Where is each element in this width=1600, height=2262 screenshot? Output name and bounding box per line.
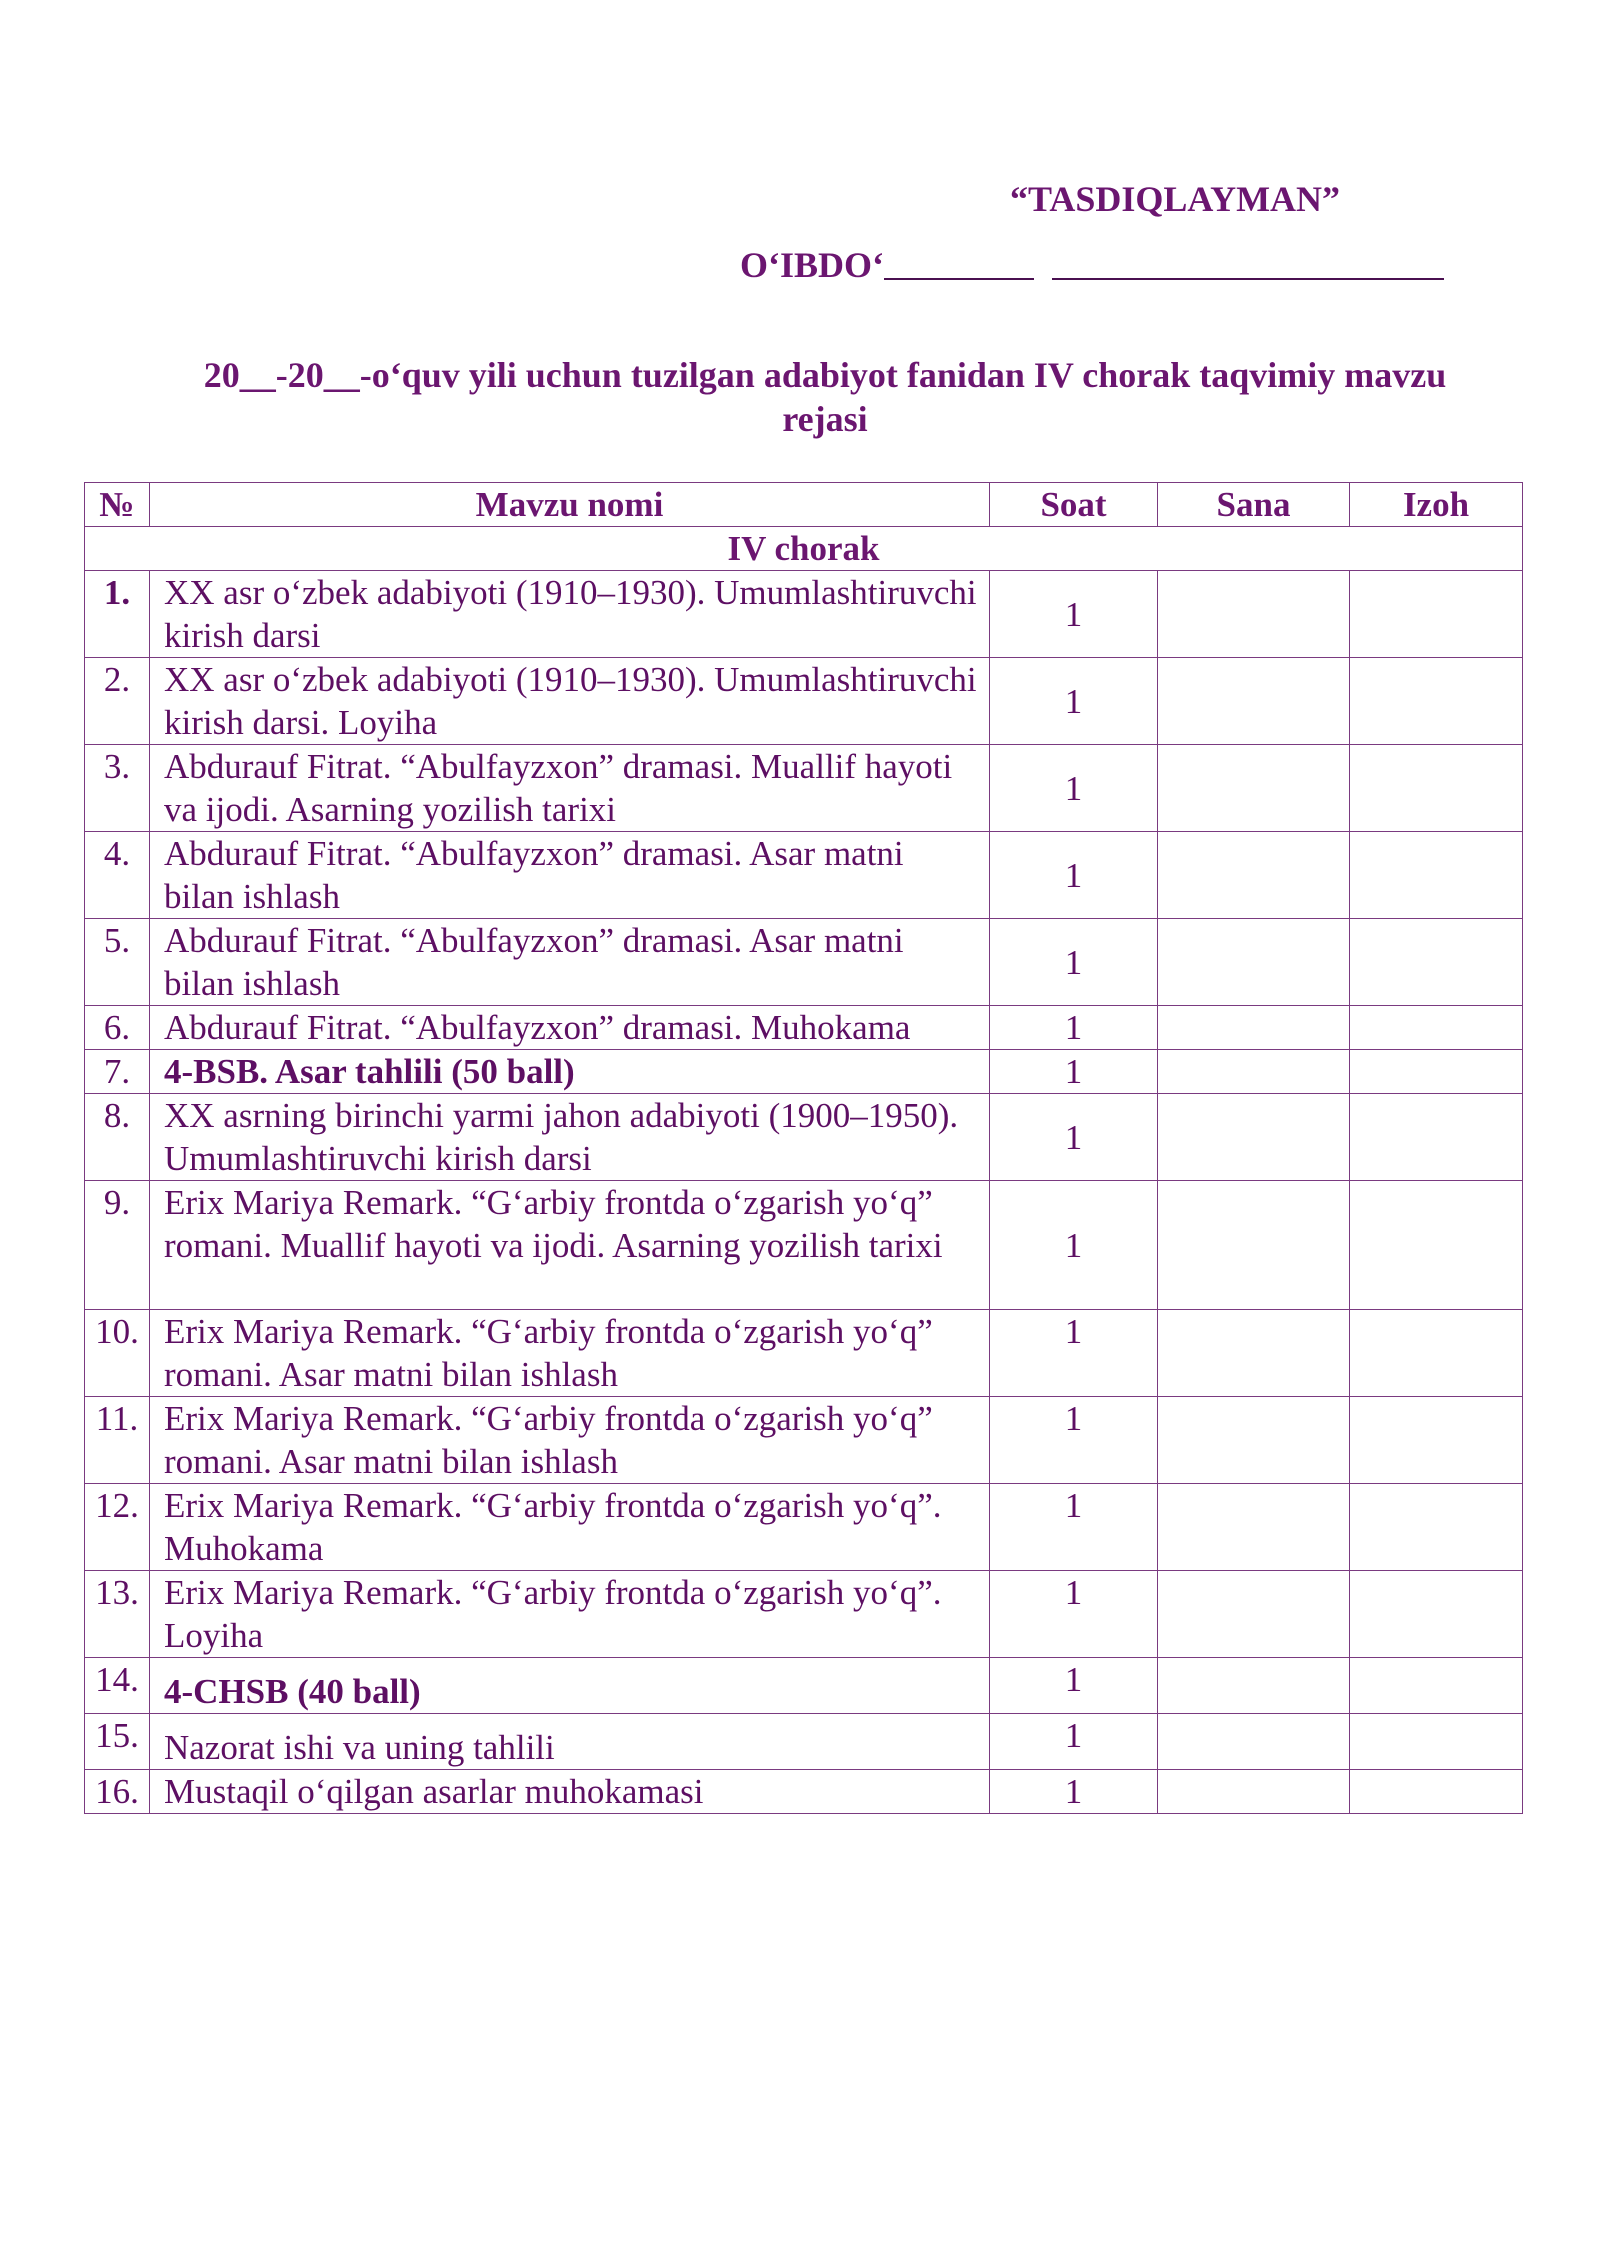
row-topic: Abdurauf Fitrat. “Abulfayzxon” dramasi. Muallif hayoti va ijodi. Asarning yozilish tarixi xyxy=(150,745,990,832)
row-hours: 1 xyxy=(990,1770,1158,1814)
row-date xyxy=(1158,1770,1350,1814)
row-topic: Erix Mariya Remark. “G‘arbiy frontda o‘zgarish yo‘q”. Muhokama xyxy=(150,1484,990,1571)
row-hours: 1 xyxy=(990,745,1158,832)
row-date xyxy=(1158,658,1350,745)
row-hours: 1 xyxy=(990,571,1158,658)
row-number: 9. xyxy=(85,1181,150,1310)
row-note xyxy=(1350,1050,1523,1094)
table-row xyxy=(85,1181,1523,1310)
table-row xyxy=(85,1484,1523,1571)
row-number: 13. xyxy=(85,1571,150,1658)
row-hours: 1 xyxy=(990,919,1158,1006)
row-hours: 1 xyxy=(990,1714,1158,1770)
row-date xyxy=(1158,1571,1350,1658)
signature-blank xyxy=(884,248,1034,280)
table-row xyxy=(85,571,1523,658)
row-note xyxy=(1350,1397,1523,1484)
table-row xyxy=(85,1714,1523,1770)
approval-heading: “TASDIQLAYMAN” xyxy=(1010,179,1341,219)
table-row xyxy=(85,1397,1523,1484)
row-number: 10. xyxy=(85,1310,150,1397)
table-row xyxy=(85,919,1523,1006)
row-number: 16. xyxy=(85,1770,150,1814)
row-topic: Mustaqil o‘qilgan asarlar muhokamasi xyxy=(150,1770,990,1814)
row-topic: Erix Mariya Remark. “G‘arbiy frontda o‘zgarish yo‘q” romani. Asar matni bilan ishlash xyxy=(150,1397,990,1484)
row-number: 6. xyxy=(85,1006,150,1050)
row-date xyxy=(1158,1484,1350,1571)
row-date xyxy=(1158,1714,1350,1770)
row-topic: Abdurauf Fitrat. “Abulfayzxon” dramasi. Asar matni bilan ishlash xyxy=(150,919,990,1006)
row-hours: 1 xyxy=(990,658,1158,745)
row-hours: 1 xyxy=(990,1397,1158,1484)
row-topic: XX asrning birinchi yarmi jahon adabiyoti (1900–1950). Umumlashtiruvchi kirish darsi xyxy=(150,1094,990,1181)
row-hours: 1 xyxy=(990,1181,1158,1310)
row-note xyxy=(1350,658,1523,745)
row-date xyxy=(1158,1397,1350,1484)
row-topic: Abdurauf Fitrat. “Abulfayzxon” dramasi. Muhokama xyxy=(150,1006,990,1050)
row-note xyxy=(1350,832,1523,919)
row-topic: Nazorat ishi va uning tahlili xyxy=(150,1714,990,1770)
column-header-note: Izoh xyxy=(1350,483,1523,527)
table-row xyxy=(85,658,1523,745)
row-number: 15. xyxy=(85,1714,150,1770)
name-blank xyxy=(1052,248,1444,280)
row-note xyxy=(1350,919,1523,1006)
row-hours: 1 xyxy=(990,1658,1158,1714)
row-note xyxy=(1350,1006,1523,1050)
row-topic: Erix Mariya Remark. “G‘arbiy frontda o‘zgarish yo‘q” romani. Muallif hayoti va ijodi. Asarning yozilish tarixi xyxy=(150,1181,990,1310)
row-date xyxy=(1158,1006,1350,1050)
row-date xyxy=(1158,832,1350,919)
table-row xyxy=(85,1571,1523,1658)
row-hours: 1 xyxy=(990,1050,1158,1094)
row-hours: 1 xyxy=(990,1310,1158,1397)
row-number: 12. xyxy=(85,1484,150,1571)
document-title: 20__-20__-o‘quv yili uchun tuzilgan adabiyot fanidan IV chorak taqvimiy mavzu rejasi xyxy=(203,355,1447,439)
row-hours: 1 xyxy=(990,1006,1158,1050)
row-note xyxy=(1350,1094,1523,1181)
row-note xyxy=(1350,1714,1523,1770)
column-header-topic: Mavzu nomi xyxy=(150,483,990,527)
row-date xyxy=(1158,745,1350,832)
row-note xyxy=(1350,1770,1523,1814)
table-row xyxy=(85,1050,1523,1094)
row-number: 5. xyxy=(85,919,150,1006)
row-date xyxy=(1158,1050,1350,1094)
row-note xyxy=(1350,745,1523,832)
table-row xyxy=(85,1006,1523,1050)
table-row xyxy=(85,1770,1523,1814)
column-header-hours: Soat xyxy=(990,483,1158,527)
table-header-row xyxy=(85,483,1523,527)
row-note xyxy=(1350,1658,1523,1714)
row-date xyxy=(1158,1181,1350,1310)
table-row xyxy=(85,832,1523,919)
row-hours: 1 xyxy=(990,1571,1158,1658)
row-number: 2. xyxy=(85,658,150,745)
row-number: 3. xyxy=(85,745,150,832)
table-row xyxy=(85,1094,1523,1181)
row-note xyxy=(1350,1310,1523,1397)
row-topic: XX asr o‘zbek adabiyoti (1910–1930). Umumlashtiruvchi kirish darsi. Loyiha xyxy=(150,658,990,745)
director-signature-line xyxy=(740,244,1444,286)
row-note xyxy=(1350,1484,1523,1571)
table-row xyxy=(85,745,1523,832)
row-date xyxy=(1158,919,1350,1006)
row-topic: XX asr o‘zbek adabiyoti (1910–1930). Umumlashtiruvchi kirish darsi xyxy=(150,571,990,658)
row-date xyxy=(1158,1310,1350,1397)
table-row xyxy=(85,1310,1523,1397)
row-number: 7. xyxy=(85,1050,150,1094)
row-number: 14. xyxy=(85,1658,150,1714)
quarter-row xyxy=(85,527,1523,571)
row-note xyxy=(1350,1181,1523,1310)
row-topic: Erix Mariya Remark. “G‘arbiy frontda o‘zgarish yo‘q”. Loyiha xyxy=(150,1571,990,1658)
row-note xyxy=(1350,571,1523,658)
row-topic: 4-CHSB (40 ball) xyxy=(150,1658,990,1714)
row-number: 4. xyxy=(85,832,150,919)
row-topic: Abdurauf Fitrat. “Abulfayzxon” dramasi. Asar matni bilan ishlash xyxy=(150,832,990,919)
row-number: 11. xyxy=(85,1397,150,1484)
row-topic: Erix Mariya Remark. “G‘arbiy frontda o‘zgarish yo‘q” romani. Asar matni bilan ishlash xyxy=(150,1310,990,1397)
row-note xyxy=(1350,1571,1523,1658)
quarter-label: IV chorak xyxy=(85,527,1523,571)
row-topic: 4-BSB. Asar tahlili (50 ball) xyxy=(150,1050,990,1094)
column-header-number: № xyxy=(85,483,150,527)
row-date xyxy=(1158,571,1350,658)
row-hours: 1 xyxy=(990,1094,1158,1181)
row-date xyxy=(1158,1658,1350,1714)
lesson-plan-table xyxy=(84,482,1523,1814)
row-number: 8. xyxy=(85,1094,150,1181)
row-date xyxy=(1158,1094,1350,1181)
director-label: O‘IBDO‘ xyxy=(740,245,884,285)
column-header-date: Sana xyxy=(1158,483,1350,527)
row-number: 1. xyxy=(85,571,150,658)
table-row xyxy=(85,1658,1523,1714)
row-hours: 1 xyxy=(990,832,1158,919)
row-hours: 1 xyxy=(990,1484,1158,1571)
